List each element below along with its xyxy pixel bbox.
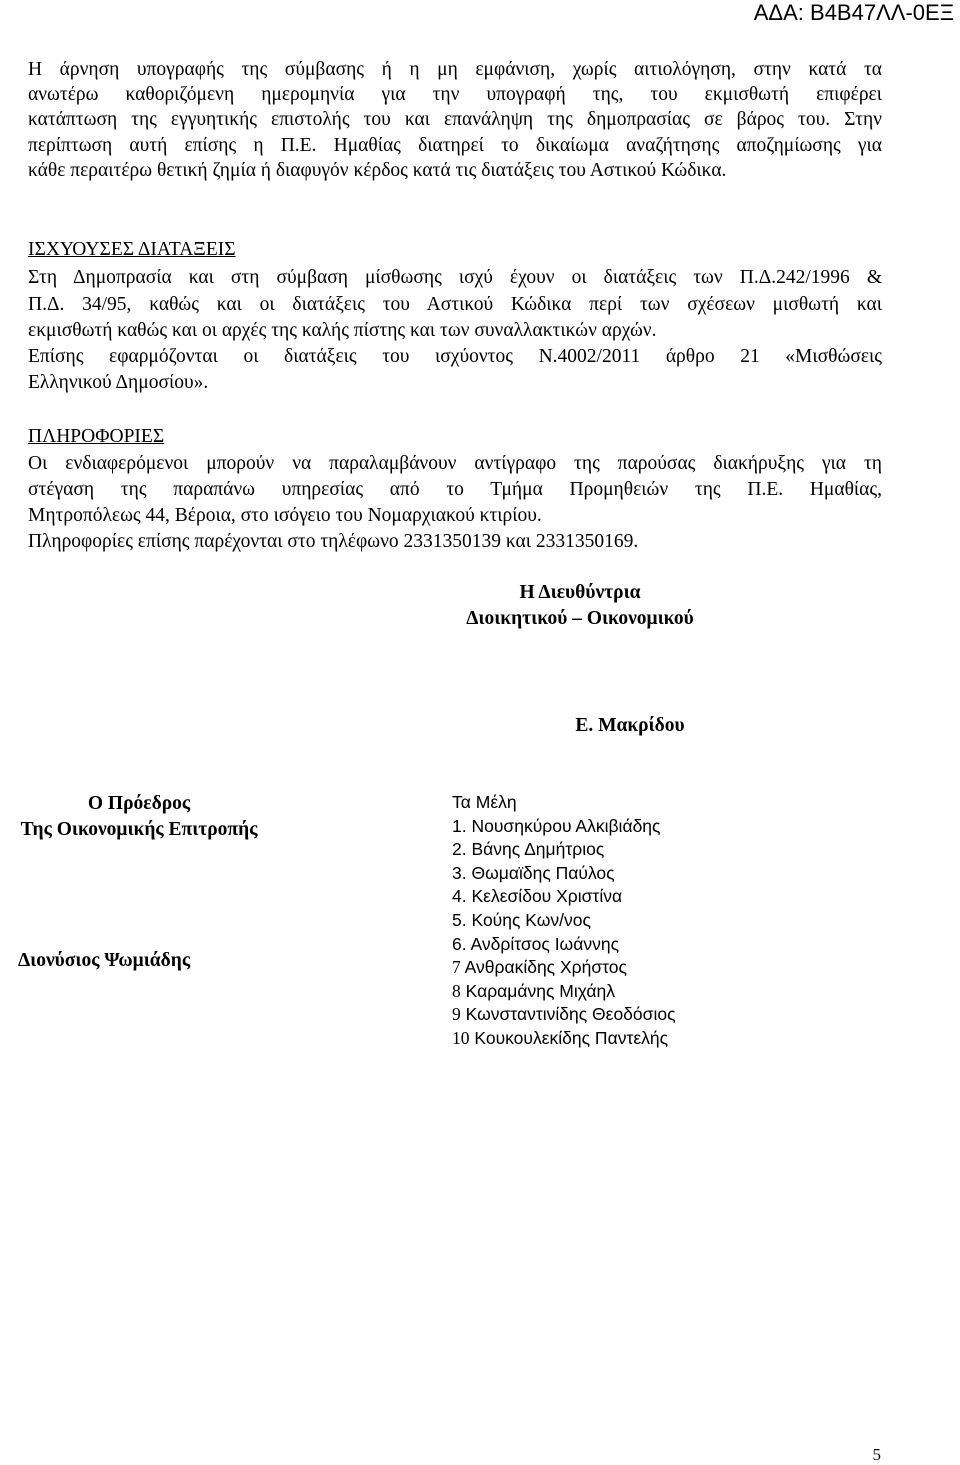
member-name: Ανθρακίδης Χρήστος — [464, 957, 627, 978]
president-name: Διονύσιος Ψωμιάδης — [17, 950, 191, 971]
member-number: 9 — [452, 1004, 461, 1025]
director-name: Ε. Μακρίδου — [575, 715, 685, 736]
member-number: 7 — [452, 957, 461, 978]
director-department: Διοικητικού – Οικονομικού — [466, 608, 694, 629]
member-name: Νουσηκύρου Αλκιβιάδης — [471, 815, 661, 836]
list-item — [452, 980, 676, 1004]
member-name: Κούης Κων/νος — [471, 909, 591, 930]
info-line: στέγαση της παραπάνω υπηρεσίας από το Τμήμα Προμηθειών της Π.Ε. Ημαθίας, — [28, 479, 882, 500]
list-item — [452, 815, 676, 839]
provisions-line: Π.Δ. 34/95, καθώς και οι διατάξεις του Αστικού Κώδικα περί των σχέσεων μισθωτή και — [28, 294, 882, 315]
intro-line: Η άρνηση υπογραφής της σύμβασης ή η μη εμφάνιση, χωρίς αιτιολόγηση, στην κατά τα — [28, 59, 882, 80]
member-name: Βάνης Δημήτριος — [471, 839, 605, 860]
list-item — [452, 885, 676, 909]
list-item — [452, 862, 676, 886]
intro-line: περίπτωση αυτή επίσης η Π.Ε. Ημαθίας διατηρεί το δικαίωμα αναζήτησης αποζημίωσης για — [28, 135, 882, 156]
member-name: Κωνσταντινίδης Θεοδόσιος — [465, 1004, 676, 1025]
provisions-line: Ελληνικού Δημοσίου». — [28, 372, 209, 393]
member-number: 10 — [452, 1027, 470, 1048]
member-number: 2. — [452, 839, 467, 860]
provisions-heading: ΙΣΧΥΟΥΣΕΣ ΔΙΑΤΑΞΕΙΣ — [28, 239, 236, 260]
list-item — [452, 956, 676, 980]
intro-line: ανωτέρω καθοριζόμενη ημερομηνία για την υπογραφή της, του εκμισθωτή επιφέρει — [28, 84, 882, 105]
member-number: 1. — [452, 815, 467, 836]
member-name: Θωμαϊδης Παύλος — [471, 862, 615, 883]
ada-code: ΑΔΑ: Β4Β47ΛΛ-0ΕΞ — [753, 0, 954, 25]
member-number: 8 — [452, 980, 461, 1001]
director-title: Η Διευθύντρια — [519, 582, 641, 603]
info-line: Μητροπόλεως 44, Βέροια, στο ισόγειο του Νομαρχιακού κτιρίου. — [28, 505, 542, 526]
list-item — [452, 933, 676, 957]
member-number: 4. — [452, 886, 467, 907]
list-item — [452, 909, 676, 933]
provisions-line: Επίσης εφαρμόζονται οι διατάξεις του ισχύοντος Ν.4002/2011 άρθρο 21 «Μισθώσεις — [28, 346, 882, 367]
provisions-line: εκμισθωτή καθώς και οι αρχές της καλής πίστης και των συναλλακτικών αρχών. — [28, 320, 657, 341]
member-number: 3. — [452, 862, 467, 883]
info-line: Οι ενδιαφερόμενοι μπορούν να παραλαμβάνουν αντίγραφο της παρούσας διακήρυξης για τη — [28, 453, 882, 474]
info-heading: ΠΛΗΡΟΦΟΡΙΕΣ — [28, 426, 165, 447]
provisions-line: Στη Δημοπρασία και στη σύμβαση μίσθωσης ισχύ έχουν οι διατάξεις των Π.Δ.242/1996 & — [28, 267, 882, 288]
list-item — [452, 838, 676, 862]
member-name: Καραμάνης Μιχάηλ — [465, 980, 616, 1001]
members-heading: Τα Μέλη — [452, 792, 517, 812]
intro-line: κάθε περαιτέρω θετική ζημία ή διαφυγόν κέρδος κατά τις διατάξεις του Αστικού Κώδικα. — [28, 160, 727, 181]
president-committee: Της Οικονομικής Επιτροπής — [20, 819, 258, 840]
president-title: Ο Πρόεδρος — [87, 793, 191, 814]
info-line: Πληροφορίες επίσης παρέχονται στο τηλέφωνο 2331350139 και 2331350169. — [28, 531, 639, 552]
member-name: Κουκουλεκίδης Παντελής — [474, 1027, 669, 1048]
member-number: 5. — [452, 909, 467, 930]
member-number: 6. — [452, 933, 467, 954]
members-list — [452, 791, 676, 1051]
intro-line: κατάπτωση της εγγυητικής επιστολής του και επανάληψη της δημοπρασίας σε βάρος του. Στην — [28, 109, 882, 130]
list-item — [452, 1003, 676, 1027]
page-number: 5 — [872, 1445, 881, 1464]
list-item — [452, 1027, 676, 1051]
member-name: Ανδρίτσος Ιωάννης — [470, 933, 620, 954]
member-name: Κελεσίδου Χριστίνα — [471, 886, 623, 907]
